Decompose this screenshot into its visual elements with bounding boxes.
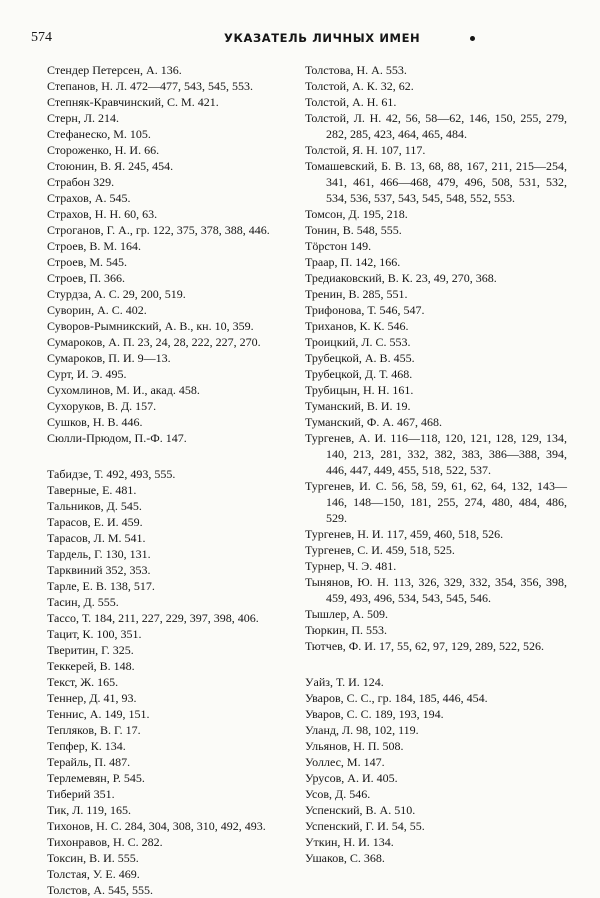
- index-entry: Сурт, И. Э. 495.: [47, 367, 127, 381]
- index-entry: Уваров, С. С., гр. 184, 185, 446, 454.: [305, 691, 488, 705]
- index-entry: Турнер, Ч. Э. 481.: [305, 559, 397, 573]
- index-entry: Тренин, В. 285, 551.: [305, 287, 408, 301]
- index-entry: Тургенев, С. И. 459, 518, 525.: [305, 543, 455, 557]
- index-entry: Строев, П. 366.: [47, 271, 126, 285]
- index-entry: Страхов, Н. Н. 60, 63.: [47, 207, 158, 221]
- index-entry: Теннер, Д. 41, 93.: [47, 691, 137, 705]
- index-entry: Таверные, Е. 481.: [47, 483, 137, 497]
- page-number: 574: [31, 30, 52, 45]
- index-entry: Толстой, А. Н. 61.: [305, 95, 397, 109]
- index-entry: Тургенев, И. С. 56, 58, 59, 61, 62, 64, 132, 143—146, 148—150, 181, 255, 274, 480, 484, 486, 529.: [305, 479, 567, 525]
- index-entry: Томашевский, Б. В. 13, 68, 88, 167, 211, 215—254, 341, 461, 466—468, 479, 496, 508, 531, 532, 534, 536, 537, 543, 545, 548, 552, 553.: [305, 159, 567, 205]
- index-entry: Усов, Д. 546.: [305, 787, 371, 801]
- index-entry: Туманский, В. И. 19.: [305, 399, 411, 413]
- index-entry: Тынянов, Ю. Н. 113, 326, 329, 332, 354, 356, 398, 459, 493, 496, 534, 543, 545, 546.: [305, 575, 567, 605]
- index-entry: Тютчев, Ф. И. 17, 55, 62, 97, 129, 289, 522, 526.: [305, 639, 544, 653]
- index-entry: Уваров, С. С. 189, 193, 194.: [305, 707, 444, 721]
- index-entry: Туманский, Ф. А. 467, 468.: [305, 415, 442, 429]
- index-entry: Успенский, Г. И. 54, 55.: [305, 819, 425, 833]
- page-header: [0, 30, 600, 50]
- index-entry: Тарасов, Е. И. 459.: [47, 515, 143, 529]
- index-entry: Терайль, П. 487.: [47, 755, 131, 769]
- index-entry: Триханов, К. К. 546.: [305, 319, 409, 333]
- index-entry: Сухоруков, В. Д. 157.: [47, 399, 157, 413]
- index-entry: Табидзе, Т. 492, 493, 555.: [47, 467, 176, 481]
- index-entry: Тверитин, Г. 325.: [47, 643, 134, 657]
- group-gap: [305, 654, 567, 674]
- index-entry: Толстой, Л. Н. 42, 56, 58—62, 146, 150, 255, 279, 282, 285, 423, 464, 465, 484.: [305, 111, 567, 141]
- index-entry: Трубецкой, А. В. 455.: [305, 351, 415, 365]
- index-entry: Стоюнин, В. Я. 245, 454.: [47, 159, 174, 173]
- index-entry: Текст, Ж. 165.: [47, 675, 119, 689]
- index-entry: Тарле, Е. В. 138, 517.: [47, 579, 155, 593]
- index-entry: Стефанеско, М. 105.: [47, 127, 151, 141]
- index-entry: Тихонов, Н. С. 284, 304, 308, 310, 492, 493.: [47, 819, 266, 833]
- index-entry: Степанов, Н. Л. 472—477, 543, 545, 553.: [47, 79, 254, 93]
- index-entry: Суворин, А. С. 402.: [47, 303, 147, 317]
- index-entry: Строганов, Г. А., гр. 122, 375, 378, 388, 446.: [47, 223, 270, 237]
- index-entry: Стурдза, А. С. 29, 200, 519.: [47, 287, 186, 301]
- index-entry: Уайз, Т. И. 124.: [305, 675, 384, 689]
- index-entry: Тепфер, К. 134.: [47, 739, 126, 753]
- index-entry: Стендер Петерсен, А. 136.: [47, 63, 182, 77]
- index-entry: Уткин, Н. И. 134.: [305, 835, 394, 849]
- index-entry: Суворов-Рымникский, А. В., кн. 10, 359.: [47, 319, 254, 333]
- index-entry: Сумароков, А. П. 23, 24, 28, 222, 227, 270.: [47, 335, 261, 349]
- index-entry: Успенский, В. А. 510.: [305, 803, 416, 817]
- index-entry: Строев, М. 545.: [47, 255, 128, 269]
- index-entry: Уланд, Л. 98, 102, 119.: [305, 723, 419, 737]
- index-entry: Сюлли-Прюдом, П.-Ф. 147.: [47, 431, 187, 445]
- entry-group-t-continued: [305, 62, 567, 654]
- index-entry: Траар, П. 142, 166.: [305, 255, 401, 269]
- index-entry: Тассо, Т. 184, 211, 227, 229, 397, 398, 406.: [47, 611, 259, 625]
- index-entry: Урусов, А. И. 405.: [305, 771, 398, 785]
- index-entry: Тиберий 351.: [47, 787, 115, 801]
- index-entry: Тацит, К. 100, 351.: [47, 627, 142, 641]
- index-entry: Тардель, Г. 130, 131.: [47, 547, 151, 561]
- index-entry: Тургенев, А. И. 116—118, 120, 121, 128, 129, 134, 140, 213, 281, 332, 382, 383, 386—388, 394, 446, 447, 449, 455, 518, 522, 537.: [305, 431, 567, 477]
- index-entry: Толстова, Н. А. 553.: [305, 63, 407, 77]
- index-entry: Сушков, Н. В. 446.: [47, 415, 143, 429]
- index-entry: Тöрстон 149.: [305, 239, 372, 253]
- running-head: УКАЗАТЕЛЬ ЛИЧНЫХ ИМЕН: [224, 31, 421, 45]
- index-entry: Ушаков, С. 368.: [305, 851, 385, 865]
- index-entry: Тасин, Д. 555.: [47, 595, 119, 609]
- index-entry: Страхов, А. 545.: [47, 191, 131, 205]
- right-column: [305, 62, 567, 866]
- index-entry: Трифонова, Т. 546, 547.: [305, 303, 425, 317]
- index-entry: Строев, В. М. 164.: [47, 239, 142, 253]
- index-entry: Токсин, В. И. 555.: [47, 851, 139, 865]
- index-entry: Степняк-Кравчинский, С. М. 421.: [47, 95, 219, 109]
- index-entry: Теннис, А. 149, 151.: [47, 707, 150, 721]
- index-entry: Тышлер, А. 509.: [305, 607, 389, 621]
- index-entry: Тарквиний 352, 353.: [47, 563, 151, 577]
- entry-group-u: [305, 674, 567, 866]
- index-entry: Сухомлинов, М. И., акад. 458.: [47, 383, 200, 397]
- index-entry: Теккерей, В. 148.: [47, 659, 135, 673]
- index-entry: Тюркин, П. 553.: [305, 623, 388, 637]
- index-entry: Стерн, Л. 214.: [47, 111, 119, 125]
- entry-group-s: [47, 62, 294, 446]
- index-entry: Троицкий, Л. С. 553.: [305, 335, 411, 349]
- index-entry: Тальников, Д. 545.: [47, 499, 142, 513]
- index-entry: Толстов, А. 545, 555.: [47, 883, 154, 897]
- index-entry: Тонин, В. 548, 555.: [305, 223, 402, 237]
- ink-dot: [470, 36, 475, 41]
- index-entry: Тик, Л. 119, 165.: [47, 803, 131, 817]
- index-entry: Ульянов, Н. П. 508.: [305, 739, 404, 753]
- index-entry: Тредиаковский, В. К. 23, 49, 270, 368.: [305, 271, 497, 285]
- left-column: [47, 62, 294, 898]
- index-entry: Тарасов, Л. М. 541.: [47, 531, 146, 545]
- index-entry: Уоллес, М. 147.: [305, 755, 385, 769]
- index-entry: Терлемевян, Р. 545.: [47, 771, 145, 785]
- index-entry: Стороженко, Н. И. 66.: [47, 143, 160, 157]
- index-entry: Страбон 329.: [47, 175, 115, 189]
- index-entry: Сумароков, П. И. 9—13.: [47, 351, 171, 365]
- index-entry: Тургенев, Н. И. 117, 459, 460, 518, 526.: [305, 527, 504, 541]
- index-entry: Толстая, У. Е. 469.: [47, 867, 140, 881]
- index-entry: Толстой, Я. Н. 107, 117.: [305, 143, 426, 157]
- index-entry: Тепляков, В. Г. 17.: [47, 723, 141, 737]
- index-entry: Томсон, Д. 195, 218.: [305, 207, 408, 221]
- index-entry: Тихонравов, Н. С. 282.: [47, 835, 163, 849]
- entry-group-t: [47, 466, 294, 898]
- index-entry: Трубецкой, Д. Т. 468.: [305, 367, 413, 381]
- index-entry: Трубицын, Н. Н. 161.: [305, 383, 414, 397]
- index-entry: Толстой, А. К. 32, 62.: [305, 79, 414, 93]
- group-gap: [47, 446, 294, 466]
